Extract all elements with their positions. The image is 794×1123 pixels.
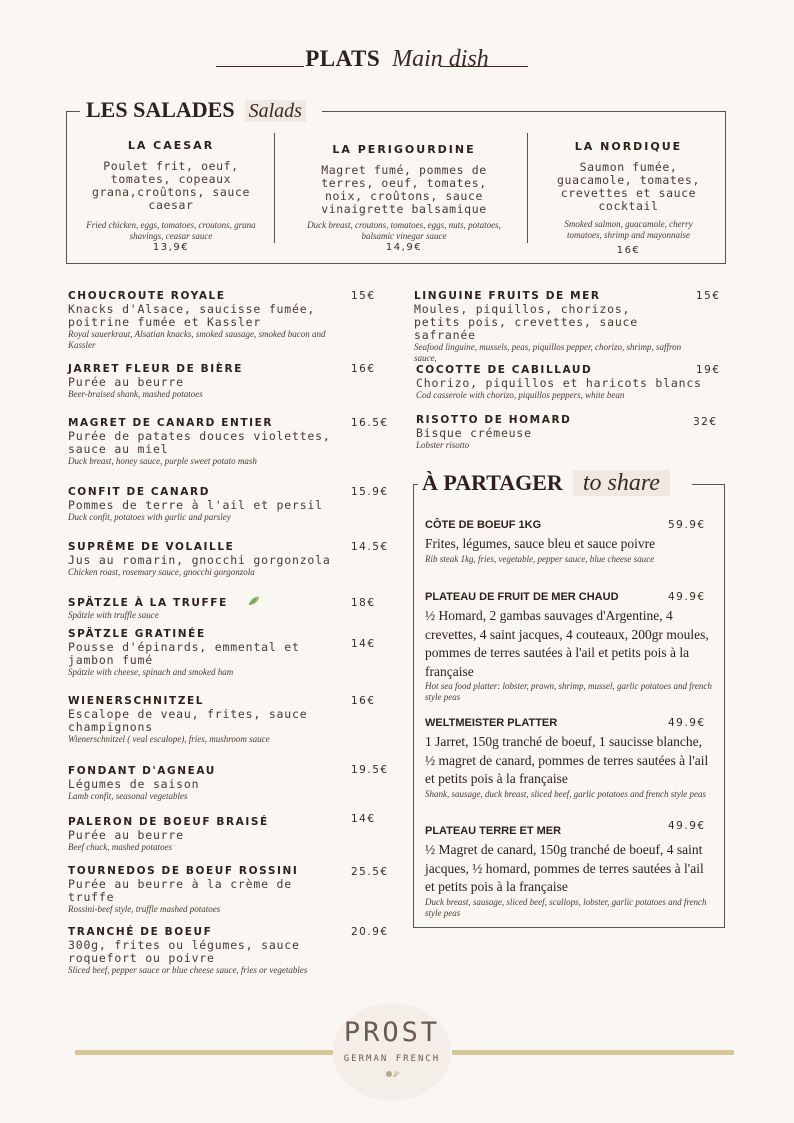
dish-item — [68, 695, 338, 745]
dish-price: 16€ — [351, 695, 376, 707]
share-heading-title: À PARTAGER — [422, 470, 563, 495]
dish-name: MAGRET DE CANARD ENTIER — [68, 417, 274, 429]
dish-desc-en: Sliced beef, pepper sauce or blue cheese sauce, fries or vegetables — [68, 965, 308, 975]
salad-desc: Poulet frit, oeuf, tomates, copeaux grana,croûtons, sauce caesar — [92, 159, 250, 212]
dish-price: 15€ — [351, 290, 376, 302]
share-name: CÔTE DE BOEUF 1KG — [425, 519, 542, 531]
dish-price: 14€ — [351, 638, 376, 650]
dish-price: 16€ — [351, 363, 376, 375]
dish-item — [68, 417, 338, 467]
share-heading — [418, 470, 674, 497]
share-desc-en: Duck breast, sausage, sliced beef, scallops, lobster, garlic potatoes and french style peas — [425, 896, 707, 918]
dish-desc-en: Lamb confit, seasonal vegetables — [68, 791, 188, 801]
page-title-sub: Main dish — [392, 46, 489, 72]
footer-gold-band-right — [452, 1050, 734, 1055]
salad-heading-sub: Salads — [245, 100, 306, 122]
dish-desc: Purée au beurre — [68, 828, 184, 842]
logo-word: PROST — [343, 1017, 441, 1048]
salad-item — [304, 143, 504, 242]
dish-desc: 300g, frites ou légumes, sauce roquefort ou poivre — [68, 938, 300, 965]
salad-desc-en: Fried chicken, eggs, tomatoes, croutons, grana shavings, ceasar sauce — [86, 220, 256, 241]
dish-price: 14€ — [351, 813, 376, 825]
dish-item — [68, 765, 338, 802]
footer-gold-band-left — [75, 1050, 333, 1055]
dish-name: RISOTTO DE HOMARD — [416, 414, 572, 426]
share-desc: ½ Homard, 2 gambas sauvages d'Argentine, 4 crevettes, 4 saint jacques, 4 couteaux, 200gr moules, pommes de terres sautées à l'ail et petits pois à la française — [425, 608, 709, 679]
dish-item — [68, 596, 338, 621]
dish-desc-en: Duck confit, potatoes with garlic and parsley — [68, 512, 231, 522]
share-price: 49.9€ — [668, 820, 706, 832]
dish-name: LINGUINE FRUITS DE MER — [414, 290, 601, 302]
dish-price: 32€ — [693, 416, 718, 428]
dish-item — [68, 541, 338, 578]
salad-name: LA PERIGOURDINE — [332, 143, 476, 156]
dish-item — [416, 364, 706, 401]
salad-desc-en: Duck breast, croutons, tomatoes, eggs, nuts, potatoes, balsamic vinegar sauce — [307, 220, 501, 241]
dish-desc: Jus au romarin, gnocchi gorgonzola — [68, 553, 331, 567]
salad-desc: Saumon fumée, guacamole, tomates, crevettes et sauce cocktail — [557, 160, 700, 213]
dish-item — [68, 926, 338, 976]
dish-desc: Pousse d'épinards, emmental et jambon fumé — [68, 640, 300, 667]
dish-desc: Knacks d'Alsace, saucisse fumée, poitrine fumée et Kassler — [68, 302, 316, 329]
dish-item — [68, 865, 338, 915]
dish-desc-en: Seafood linguine, mussels, peas, piquillos pepper, chorizo, shrimp, saffron sauce, — [414, 342, 682, 363]
share-name: PLATEAU DE FRUIT DE MER CHAUD — [425, 591, 619, 603]
dish-desc: Pommes de terre à l'ail et persil — [68, 498, 323, 512]
dish-price: 19.5€ — [351, 764, 389, 776]
dish-item — [416, 414, 686, 451]
dish-price: 18€ — [351, 597, 376, 609]
share-price: 49.9€ — [668, 591, 706, 603]
dish-price: 25.5€ — [351, 866, 389, 878]
salad-desc: Magret fumé, pommes de terres, oeuf, tomates, noix, croûtons, sauce vinaigrette balsamique — [321, 163, 487, 216]
salad-heading — [80, 97, 312, 123]
dish-name: TOURNEDOS DE BOEUF ROSSINI — [68, 865, 299, 877]
salad-divider — [527, 133, 528, 243]
dish-desc-en: Wienerschnitzel ( veal escalope), fries, mushroom sauce — [68, 734, 270, 744]
salad-name: LA CAESAR — [127, 139, 215, 152]
dish-desc-en: Cod casserole with chorizo, piquillos peppers, white bean — [416, 390, 625, 400]
dish-desc: Purée de patates douces violettes, sauce au miel — [68, 429, 331, 456]
salad-divider — [274, 133, 275, 243]
dish-desc: Purée au beurre à la crème de truffe — [68, 877, 292, 904]
share-item — [425, 717, 715, 800]
dish-desc: Escalope de veau, frites, sauce champignons — [68, 707, 308, 734]
dish-name: CONFIT DE CANARD — [68, 486, 211, 498]
share-desc-en: Hot sea food platter: lobster, prawn, shrimp, mussel, garlic potatoes and french style peas — [425, 681, 712, 702]
salad-desc-en: Smoked salmon, guacamole, cherry tomatoes, shrimp and mayonnaise — [564, 219, 693, 240]
logo — [333, 1003, 451, 1101]
dish-desc-en: Rossini-beef style, truffle mashed potatoes — [68, 904, 221, 914]
dish-item — [68, 363, 338, 400]
salad-name: LA NORDIQUE — [574, 140, 683, 153]
dish-name — [68, 596, 338, 610]
dish-item — [68, 290, 338, 351]
salad-heading-title: LES SALADES — [86, 97, 235, 122]
share-price: 59.9€ — [668, 519, 706, 531]
dish-name: PALERON DE BOEUF BRAISÉ — [68, 816, 269, 828]
dish-price: 19€ — [696, 364, 721, 376]
dish-desc-en: Chicken roast, rosemary sauce, gnocchi gorgonzola — [68, 567, 255, 577]
leaf-icon — [248, 596, 260, 610]
share-price: 49.9€ — [668, 717, 706, 729]
dish-price: 20.9€ — [351, 926, 389, 938]
dish-desc-en: Spätzle with cheese, spinach and smoked ham — [68, 667, 234, 677]
share-desc: ½ Magret de canard, 150g tranché de boeuf, 4 saint jacques, ½ homard, pommes de terres sautées à l'ail et petits pois à la française — [425, 842, 704, 894]
dish-desc: Bisque crémeuse — [416, 426, 532, 440]
share-heading-sub: to share — [573, 470, 670, 496]
dish-name: CHOUCROUTE ROYALE — [68, 290, 226, 302]
dish-desc-en: Duck breast, honey sauce, purple sweet potato mash — [68, 456, 257, 466]
dish-desc-en: Beef chuck, mashed potatoes — [68, 842, 172, 852]
share-desc: Frites, légumes, sauce bleu et sauce poivre — [425, 536, 656, 551]
hops-icon — [333, 1066, 451, 1084]
dish-name: WIENERSCHNITZEL — [68, 695, 205, 707]
dish-desc-en: Beer-braised shank, mashed potatoes — [68, 389, 203, 399]
dish-item — [68, 628, 338, 678]
dish-name-text: SPÄTZLE À LA TRUFFE — [68, 597, 228, 609]
share-desc-en: Shank, sausage, duck breast, sliced beef, garlic potatoes and french style peas — [425, 788, 707, 799]
dish-item — [68, 816, 338, 853]
dish-desc: Légumes de saison — [68, 777, 200, 791]
dish-name: SPÄTZLE GRATINÉE — [68, 628, 206, 640]
salad-price: 13,9€ — [152, 242, 190, 253]
dish-name: JARRET FLEUR DE BIÈRE — [68, 363, 243, 375]
dish-name: SUPRÊME DE VOLAILLE — [68, 541, 235, 553]
dish-name: COCOTTE DE CABILLAUD — [416, 364, 593, 376]
share-item — [425, 825, 715, 919]
share-desc: 1 Jarret, 150g tranché de boeuf, 1 saucisse blanche, ½ magret de canard, pommes de terres sautées à l'ail et petits pois à la française — [425, 734, 709, 786]
dish-desc: Moules, piquillos, chorizos, petits pois, crevettes, sauce safranée — [414, 302, 638, 342]
share-item — [425, 591, 715, 703]
dish-price: 16.5€ — [351, 417, 389, 429]
dish-item — [414, 290, 684, 364]
salad-item — [546, 140, 711, 241]
logo-subtitle: GERMAN FRENCH — [343, 1054, 441, 1064]
dish-desc: Chorizo, piquillos et haricots blancs — [416, 376, 702, 390]
dish-price: 15€ — [696, 290, 721, 302]
dish-price: 15.9€ — [351, 486, 389, 498]
dish-item — [68, 486, 338, 523]
page-title — [0, 46, 794, 73]
dish-desc: Purée au beurre — [68, 375, 184, 389]
dish-name: TRANCHÉ DE BOEUF — [68, 926, 213, 938]
share-name: WELTMEISTER PLATTER — [425, 717, 558, 729]
salad-item — [72, 139, 270, 242]
dish-price: 14.5€ — [351, 541, 389, 553]
share-desc-en: Rib steak 1kg, fries, vegetable, pepper sauce, blue cheese sauce — [425, 553, 655, 564]
dish-desc-en: Lobster risotto — [416, 440, 470, 450]
dish-desc-en: Spätzle with truffle sauce — [68, 610, 159, 620]
share-name: PLATEAU TERRE ET MER — [425, 825, 562, 837]
page-title-main: PLATS — [305, 46, 381, 71]
dish-name: FONDANT D'AGNEAU — [68, 765, 216, 777]
salad-price: 16€ — [616, 245, 641, 256]
salad-price: 14,9€ — [385, 242, 423, 253]
dish-desc-en: Royal sauerkraut, Alsatian knacks, smoked sausage, smoked bacon and Kassler — [68, 329, 326, 350]
